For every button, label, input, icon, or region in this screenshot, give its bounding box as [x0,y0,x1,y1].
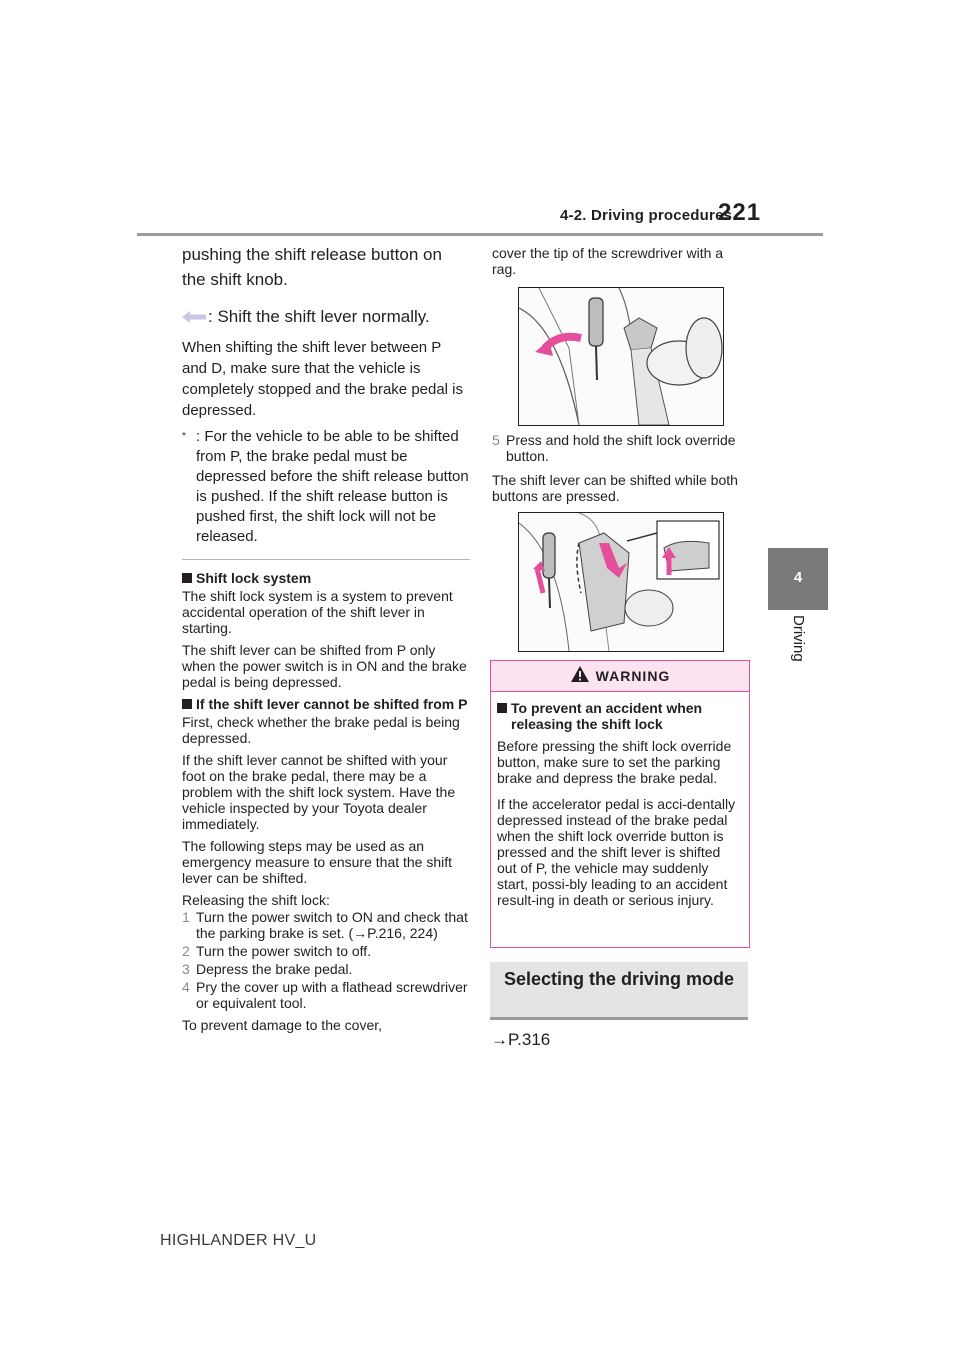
footnote-mark: * [182,431,186,442]
paragraph: If the shift lever cannot be shifted with your foot on the brake pedal, there may be a problem with the shift lock system. Have the vehicle inspected by your Toyota dealer immediately. [182,752,456,832]
chapter-tab[interactable] [768,548,828,610]
step-2: 2 Turn the power switch to off. [182,943,372,959]
subheading-shift-lock: Shift lock system [182,570,470,586]
step-1: 1 Turn the power switch to ON and check that the parking brake is set. (→P.216, 224) [182,909,468,941]
step-5: 5 Press and hold the shift lock override button. [492,432,736,464]
section-heading: Selecting the driving mode [490,962,748,1020]
lead-paragraph: pushing the shift release button on the shift knob. [182,245,442,289]
paragraph: The shift lever can be shifted from P only when the power switch is in ON and the brake pedal is being depressed. [182,642,467,690]
subheading-cannot-shift: If the shift lever cannot be shifted from P [182,696,470,712]
divider [182,559,470,560]
right-steps [492,432,750,510]
footer-model: HIGHLANDER HV_U [160,1232,317,1249]
warning-paragraph: If the accelerator pedal is acci-dentally depressed instead of the brake pedal when the shift lock override button is pressed and the shift lever is shifted out of P, the vehicle may suddenly start, possi-bly leading to an accident result-ing in death or serious injury. [497,796,736,908]
step-3: 3 Depress the brake pedal. [182,961,353,977]
paragraph: Releasing the shift lock: [182,892,330,908]
paragraph: To prevent damage to the cover, [182,1017,383,1033]
warning-paragraph: Before pressing the shift lock override button, make sure to set the parking brake and depress the brake pedal. [497,738,732,786]
arrow-line [182,304,470,329]
arrow-text: : Shift the shift lever normally. [208,307,430,326]
footnote [182,427,470,547]
warning-box [490,660,750,948]
chapter-number: 4 [793,569,803,586]
paragraph: First, check whether the brake pedal is being depressed. [182,714,460,746]
paragraph: The shift lock system is a system to prevent accidental operation of the shift lever in starting. [182,588,453,636]
warning-title: WARNING [595,668,671,684]
left-arrow-icon [182,311,206,323]
warning-subheading: To prevent an accident when releasing the shift lock [497,700,743,732]
page-reference-link[interactable]: →P.316 [491,1030,551,1049]
header-rule [137,233,823,236]
paragraph: The following steps may be used as an emergency measure to ensure that the shift lever can be shifted. [182,838,453,886]
square-bullet-icon [182,573,192,583]
section-title: 4-2. Driving procedures [560,207,733,224]
footnote-text: : For the vehicle to be able to be shifted from P, the brake pedal must be depressed before the shift release button is pushed. If the shift release button is pushed first, the shift lock will not be released. [196,428,469,545]
warning-triangle-icon [570,665,590,688]
illustration-pry-cover [518,287,724,426]
page-number: 221 [718,199,762,226]
right-continuation: cover the tip of the screwdriver with a rag. [492,245,724,277]
square-bullet-icon [182,699,192,709]
shift-note-paragraph: When shifting the shift lever between P and D, make sure that the vehicle is completely stopped and the brake pedal is depressed. [182,339,464,419]
square-bullet-icon [497,703,507,713]
left-column [182,242,470,1039]
chapter-label: Driving [790,615,807,662]
paragraph: The shift lever can be shifted while both buttons are pressed. [492,472,738,504]
illustration-override-button [518,512,724,652]
warning-header [491,661,749,692]
step-4: 4 Pry the cover up with a flathead screwdriver or equivalent tool. [182,979,468,1011]
